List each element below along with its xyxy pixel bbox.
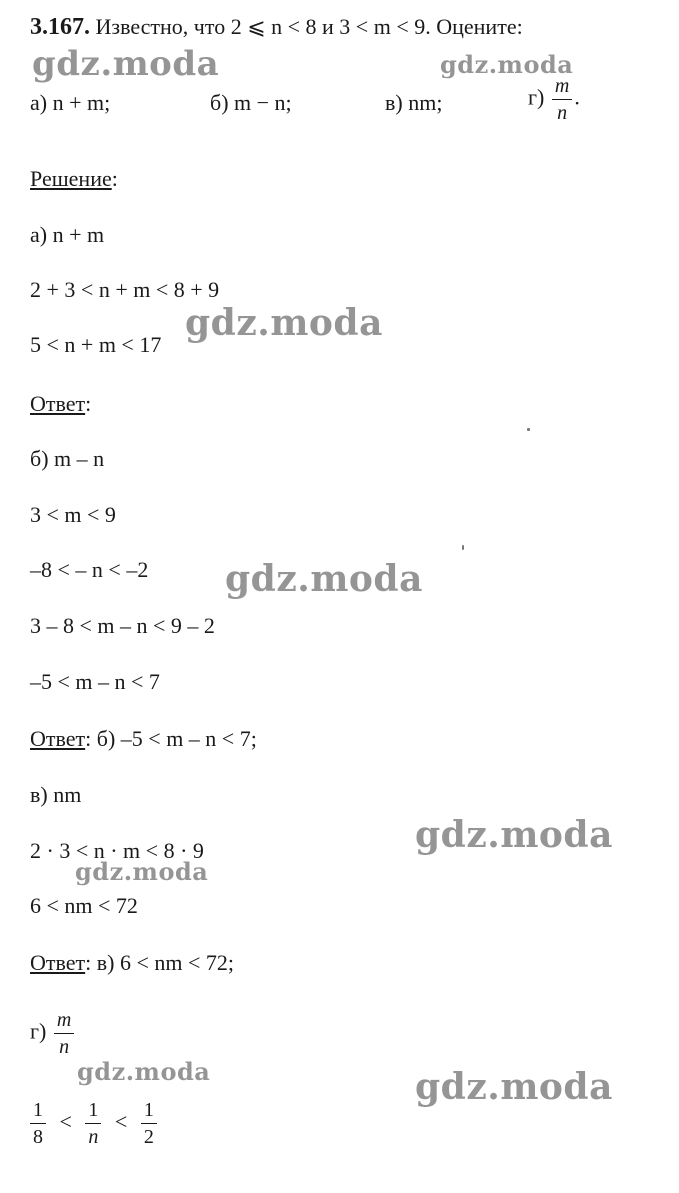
- g-frac-3-num: 1: [141, 1100, 157, 1124]
- v-title: в) nm: [30, 782, 82, 807]
- b-answer-text: б) –5 < m – n < 7;: [96, 726, 257, 751]
- b-step2: –8 < – n < –2: [30, 557, 149, 582]
- a-answer: [30, 391, 91, 417]
- a-answer-colon: :: [85, 391, 92, 416]
- a-title: а) n + m: [30, 222, 105, 247]
- a-step2: 5 < n + m < 17: [30, 332, 162, 357]
- item-v-label: в): [385, 90, 403, 115]
- watermark: gdz.moda: [415, 1066, 613, 1108]
- g-frac-2-den: n: [88, 1126, 99, 1148]
- b-step1: 3 < m < 9: [30, 502, 116, 527]
- v-step2: 6 < nm < 72: [30, 893, 138, 918]
- item-v-expr: nm;: [408, 90, 443, 115]
- item-g-label: г): [528, 84, 545, 110]
- g-frac-2: [85, 1100, 101, 1147]
- b-step4: –5 < m – n < 7: [30, 669, 160, 694]
- g-title-label: г): [30, 1018, 47, 1044]
- g-title-denominator: n: [59, 1036, 70, 1058]
- b-answer: [30, 726, 257, 752]
- g-lt-2: <: [114, 1108, 128, 1134]
- task-condition: Известно, что 2 ⩽ n < 8 и 3 < m < 9. Оцените:: [95, 14, 523, 39]
- v-answer-colon: :: [85, 950, 92, 975]
- g-inequality: [28, 1100, 159, 1147]
- b-title: б) m – n: [30, 446, 105, 471]
- b-answer-colon: :: [85, 726, 92, 751]
- item-b: [210, 90, 292, 116]
- g-frac-1: [30, 1100, 46, 1147]
- item-g-denominator: n: [557, 102, 568, 124]
- watermark: gdz.moda: [440, 50, 574, 79]
- solution-heading-colon: :: [111, 166, 118, 191]
- watermark: gdz.moda: [415, 814, 613, 856]
- v-answer: [30, 950, 234, 976]
- g-frac-1-den: 8: [33, 1126, 43, 1148]
- watermark: gdz.moda: [32, 44, 220, 84]
- g-title-fraction: [54, 1010, 74, 1057]
- item-b-label: б): [210, 90, 229, 115]
- solution-heading-text: Решение: [30, 166, 112, 191]
- watermark: gdz.moda: [77, 1057, 211, 1086]
- item-g-fraction: [552, 76, 572, 123]
- item-g-numerator: m: [552, 76, 572, 100]
- scan-speck: [462, 545, 464, 550]
- solution-heading: [30, 166, 118, 192]
- g-title-numerator: m: [54, 1010, 74, 1034]
- b-answer-word: Ответ: [30, 726, 86, 751]
- item-a-label: а): [30, 90, 48, 115]
- item-a-expr: n + m;: [52, 90, 111, 115]
- g-frac-2-num: 1: [85, 1100, 101, 1124]
- b-step3: 3 – 8 < m – n < 9 – 2: [30, 613, 215, 638]
- task-header: [30, 14, 523, 40]
- v-answer-word: Ответ: [30, 950, 86, 975]
- v-step1: 2 · 3 < n · m < 8 · 9: [30, 838, 204, 863]
- a-answer-word: Ответ: [30, 391, 86, 416]
- g-title: [30, 1010, 76, 1057]
- scan-speck: [527, 428, 530, 431]
- watermark: gdz.moda: [225, 558, 423, 600]
- item-a: [30, 90, 110, 116]
- item-v: [385, 90, 442, 116]
- a-step1: 2 + 3 < n + m < 8 + 9: [30, 277, 220, 302]
- item-b-expr: m − n;: [234, 90, 292, 115]
- g-frac-3: [141, 1100, 157, 1147]
- watermark: gdz.moda: [185, 302, 383, 344]
- v-answer-text: в) 6 < nm < 72;: [96, 950, 235, 975]
- item-g-tail: .: [574, 84, 580, 110]
- task-number: 3.167.: [30, 14, 90, 40]
- item-g: [528, 76, 580, 123]
- g-lt-1: <: [59, 1108, 72, 1134]
- g-frac-1-num: 1: [30, 1100, 46, 1124]
- watermark: gdz.moda: [75, 857, 209, 886]
- g-frac-3-den: 2: [143, 1126, 154, 1148]
